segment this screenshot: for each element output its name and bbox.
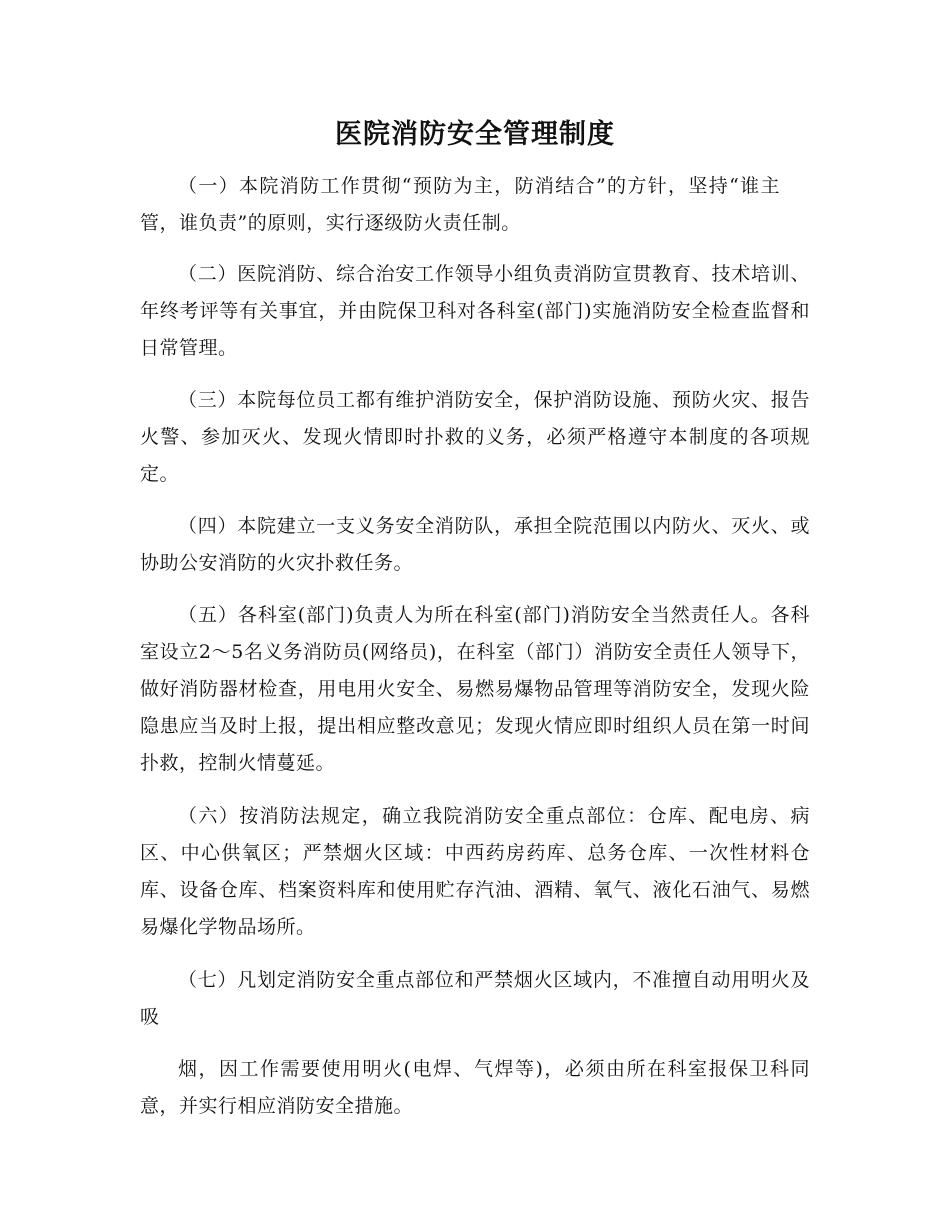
paragraph-4: （四）本院建立一支义务安全消防队，承担全院范围以内防火、灭火、或协助公安消防的火灾扑救任务。 [140, 515, 810, 574]
paragraph-1: （一）本院消防工作贯彻“预防为主，防消结合”的方针，坚持“谁主管，谁负责”的原则，实行逐级防火责任制。 [140, 175, 780, 234]
paragraph-7: （七）凡划定消防安全重点部位和严禁烟火区域内，不准擅自动用明火及吸 [140, 969, 810, 1028]
paragraph-8: 烟，因工作需要使用明火(电焊、气焊等)，必须由所在科室报保卫科同意，并实行相应消防安全措施。 [140, 1058, 810, 1117]
paragraph-2: （二）医院消防、综合治安工作领导小组负责消防宣贯教育、技术培训、年终考评等有关事宜，并由院保卫科对各科室(部门)实施消防安全检查监督和日常管理。 [140, 263, 810, 359]
paragraph-5: （五）各科室(部门)负责人为所在科室(部门)消防安全当然责任人。各科室设立2～5名义务消防员(网络员)，在科室（部门）消防安全责任人领导下，做好消防器材检查，用电用火安全、易燃易爆物品管理等消防安全，发现火险隐患应当及时上报，提出相应整改意见；发现火情应即时组织人员在第一时间扑救，控制火情蔓延。 [140, 604, 810, 774]
paragraph-6: （六）按消防法规定，确立我院消防安全重点部位：仓库、配电房、病区、中心供氧区；严禁烟火区域：中西药房药库、总务仓库、一次性材料仓库、设备仓库、档案资料库和使用贮存汽油、酒精、氧气、液化石油气、易燃易爆化学物品场所。 [140, 805, 810, 938]
paragraph-3: （三）本院每位员工都有维护消防安全，保护消防设施、预防火灾、报告火警、参加灭火、发现火情即时扑救的义务，必须严格遵守本制度的各项规定。 [140, 389, 810, 485]
document-title: 医院消防安全管理制度 [335, 119, 615, 150]
